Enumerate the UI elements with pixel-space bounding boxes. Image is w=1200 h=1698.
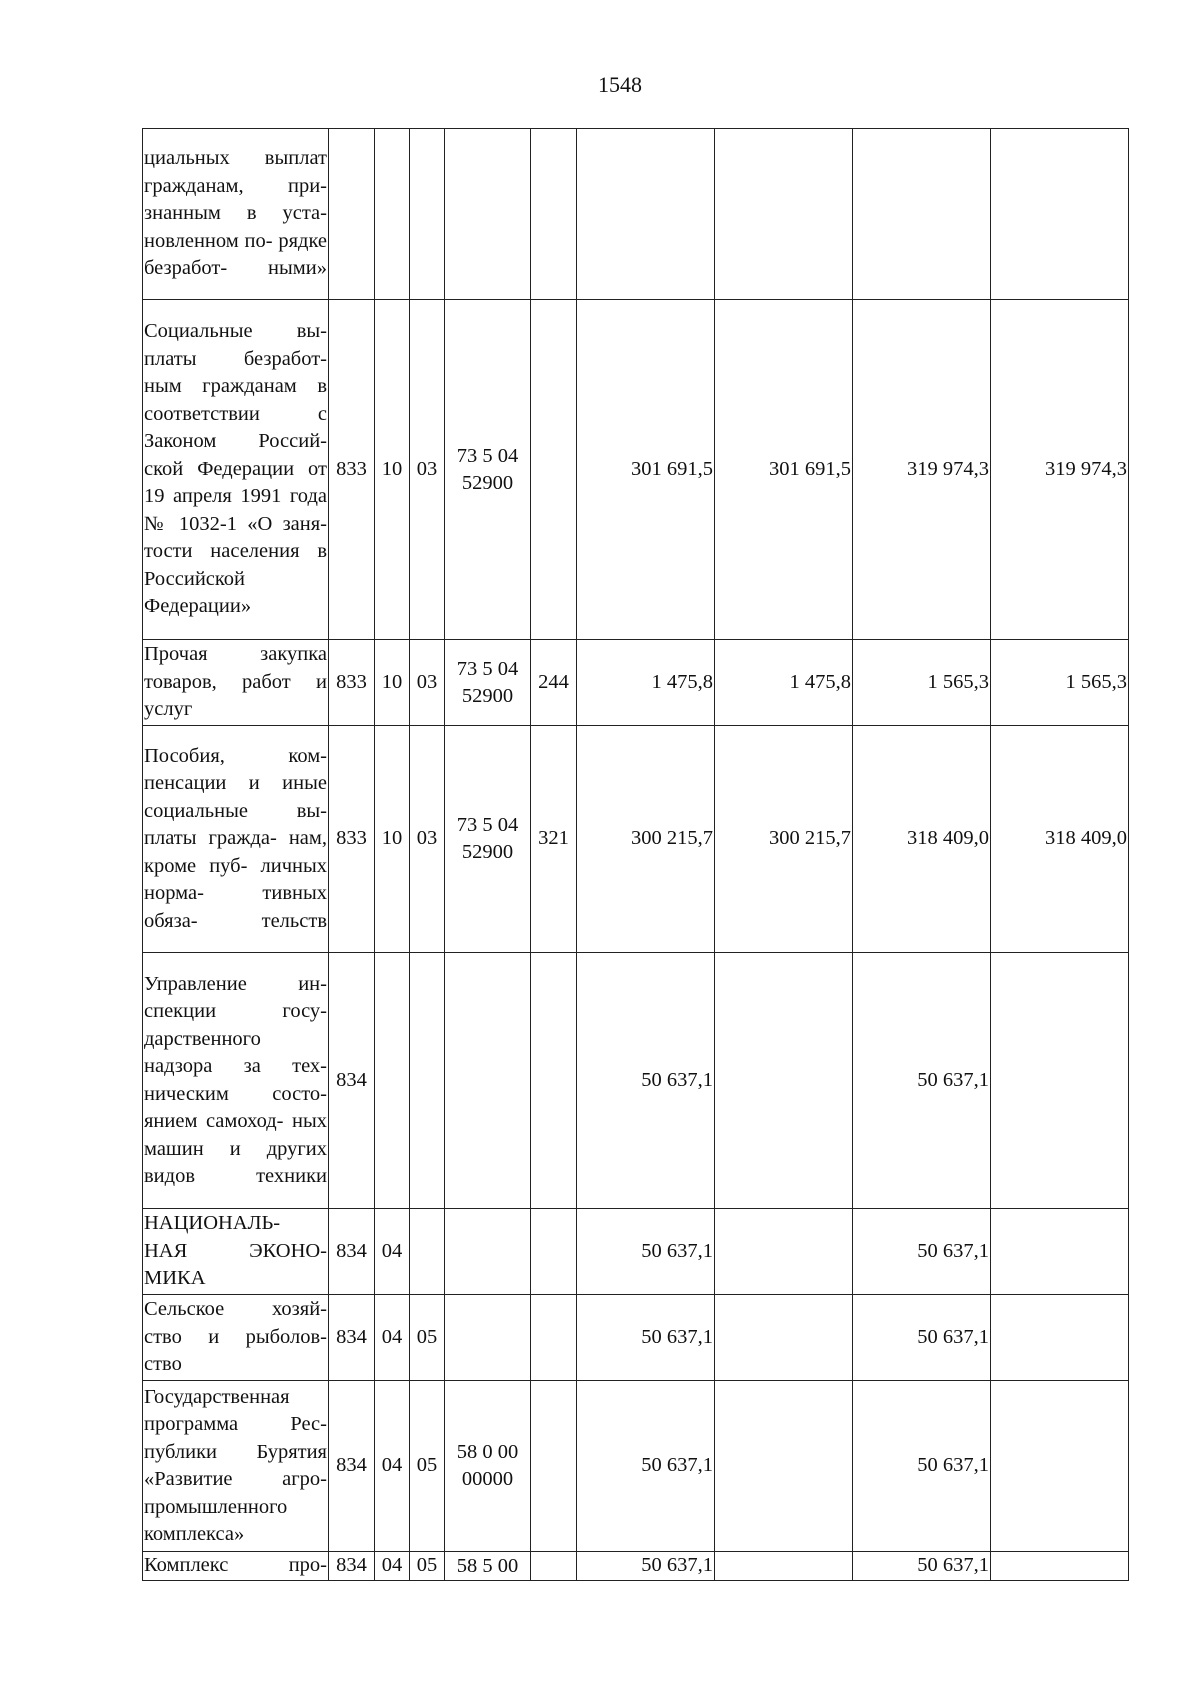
amount-1: 300 215,7: [577, 726, 715, 953]
row-name: Государственная программа Рес- публики Бурятия «Развитие агро- промышленного комплекса»: [143, 1381, 329, 1552]
row-name: Пособия, ком- пенсации и иные социальные вы- платы гражда- нам, кроме пуб- личных норма- тивных обяза- тельств: [143, 726, 329, 953]
amount-3: 1 565,3: [853, 640, 991, 726]
target-code: [445, 129, 531, 300]
table-row: [143, 1552, 1129, 1581]
page-number: 1548: [598, 72, 642, 97]
expense-type-code: [531, 1295, 577, 1381]
row-name: Сельское хозяй- ство и рыболов- ство: [143, 1295, 329, 1381]
subsection-code: [410, 1209, 445, 1295]
amount-3: 318 409,0: [853, 726, 991, 953]
admin-code: 834: [329, 1381, 375, 1552]
section-code: [375, 129, 410, 300]
amount-1: 50 637,1: [577, 1381, 715, 1552]
target-code: [445, 953, 531, 1209]
row-name: Прочая закупка товаров, работ и услуг: [143, 640, 329, 726]
row-name: Комплекс про-: [143, 1552, 329, 1581]
expense-type-code: [531, 1209, 577, 1295]
amount-4: [991, 129, 1129, 300]
admin-code: 834: [329, 1209, 375, 1295]
table-row: [143, 129, 1129, 300]
row-name: циальных выплат гражданам, при- знанным в уста- новленном по- рядке безработ- ными»: [143, 129, 329, 300]
table-row: [143, 1209, 1129, 1295]
table-row: [143, 953, 1129, 1209]
amount-1: 50 637,1: [577, 1209, 715, 1295]
table-row: [143, 300, 1129, 640]
row-name: Управление ин- спекции госу- дарственного надзора за тех- ническим состо- янием самоход- ных машин и других видов техники: [143, 953, 329, 1209]
subsection-code: 05: [410, 1295, 445, 1381]
section-code: 04: [375, 1209, 410, 1295]
subsection-code: [410, 953, 445, 1209]
amount-3: 50 637,1: [853, 953, 991, 1209]
admin-code: 834: [329, 1552, 375, 1581]
target-code: [445, 1295, 531, 1381]
table-row: [143, 1295, 1129, 1381]
amount-3: 50 637,1: [853, 1295, 991, 1381]
amount-3: 50 637,1: [853, 1209, 991, 1295]
expense-type-code: [531, 129, 577, 300]
subsection-code: 05: [410, 1552, 445, 1581]
amount-2: [715, 1381, 853, 1552]
amount-4: [991, 1209, 1129, 1295]
expense-type-code: [531, 1552, 577, 1581]
target-code: [445, 1209, 531, 1295]
section-code: 10: [375, 300, 410, 640]
amount-4: 319 974,3: [991, 300, 1129, 640]
amount-1: 50 637,1: [577, 1295, 715, 1381]
target-code: 73 5 04 52900: [445, 726, 531, 953]
subsection-code: 03: [410, 300, 445, 640]
admin-code: 833: [329, 726, 375, 953]
amount-2: [715, 1552, 853, 1581]
amount-2: [715, 1209, 853, 1295]
amount-3: 50 637,1: [853, 1552, 991, 1581]
amount-3: 50 637,1: [853, 1381, 991, 1552]
expense-type-code: [531, 953, 577, 1209]
target-code: 73 5 04 52900: [445, 300, 531, 640]
amount-2: [715, 129, 853, 300]
target-code: 73 5 04 52900: [445, 640, 531, 726]
section-code: [375, 953, 410, 1209]
table-row: [143, 640, 1129, 726]
amount-2: 300 215,7: [715, 726, 853, 953]
subsection-code: 03: [410, 726, 445, 953]
section-code: 04: [375, 1295, 410, 1381]
table-row: [143, 726, 1129, 953]
amount-4: [991, 1381, 1129, 1552]
amount-4: [991, 953, 1129, 1209]
section-code: 04: [375, 1552, 410, 1581]
subsection-code: [410, 129, 445, 300]
amount-1: [577, 129, 715, 300]
target-code: 58 0 00 00000: [445, 1381, 531, 1552]
amount-4: [991, 1552, 1129, 1581]
amount-1: 50 637,1: [577, 1552, 715, 1581]
expense-type-code: [531, 1381, 577, 1552]
row-name: НАЦИОНАЛЬ- НАЯ ЭКОНО- МИКА: [143, 1209, 329, 1295]
amount-2: 301 691,5: [715, 300, 853, 640]
subsection-code: 03: [410, 640, 445, 726]
amount-3: [853, 129, 991, 300]
amount-2: [715, 953, 853, 1209]
section-code: 10: [375, 726, 410, 953]
section-code: 10: [375, 640, 410, 726]
row-name: Социальные вы- платы безработ- ным гражданам в соответствии с Законом Россий- ской Федерации от 19 апреля 1991 года № 1032-1 «О заня- тости населения в Российской Федерации»: [143, 300, 329, 640]
table-row: [143, 1381, 1129, 1552]
amount-3: 319 974,3: [853, 300, 991, 640]
admin-code: 833: [329, 640, 375, 726]
budget-table: [142, 128, 1129, 1581]
target-code: 58 5 00: [445, 1552, 531, 1581]
expense-type-code: [531, 300, 577, 640]
amount-4: [991, 1295, 1129, 1381]
amount-4: 1 565,3: [991, 640, 1129, 726]
subsection-code: 05: [410, 1381, 445, 1552]
section-code: 04: [375, 1381, 410, 1552]
expense-type-code: 244: [531, 640, 577, 726]
admin-code: [329, 129, 375, 300]
admin-code: 834: [329, 1295, 375, 1381]
amount-4: 318 409,0: [991, 726, 1129, 953]
amount-1: 1 475,8: [577, 640, 715, 726]
admin-code: 833: [329, 300, 375, 640]
admin-code: 834: [329, 953, 375, 1209]
amount-2: 1 475,8: [715, 640, 853, 726]
amount-1: 50 637,1: [577, 953, 715, 1209]
expense-type-code: 321: [531, 726, 577, 953]
amount-2: [715, 1295, 853, 1381]
amount-1: 301 691,5: [577, 300, 715, 640]
